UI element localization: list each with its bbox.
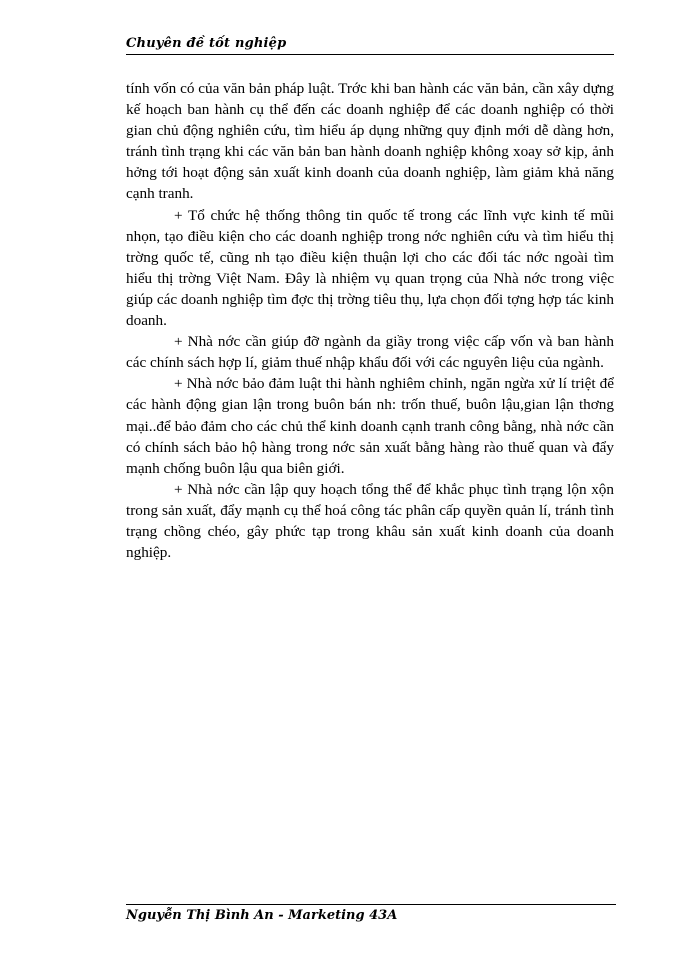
document-body xyxy=(126,78,614,563)
paragraph-item: + Nhà nớc cần lập quy hoạch tổng thể để khắc phục tình trạng lộn xộn trong sản xuất, đẩy mạnh cụ thể hoá công tác phân cấp quyền quản lí, tránh tình trạng chồng chéo, gây phức tạp trong khâu sản xuất kinh doanh của doanh nghiệp. xyxy=(126,480,614,562)
header-title: Chuyên đề tốt nghiệp xyxy=(126,36,287,51)
page-footer xyxy=(126,904,616,928)
header-divider xyxy=(126,54,614,55)
paragraph-continuation: tính vốn có của văn bản pháp luật. Trớc khi ban hành các văn bản, cần xây dựng kế hoạch ban hành cụ thể đến các doanh nghiệp để các doanh nghiệp có thời gian chủ động nghiên cứu, tìm hiểu áp dụng những quy định mới dễ dàng hơn, tránh tình trạng khi các văn bản ban hành doanh nghiệp không xoay sở kịp, ảnh hởng tới hoạt động sản xuất kinh doanh của doanh nghiệp, làm giảm khả năng cạnh tranh. xyxy=(126,80,614,203)
page-header xyxy=(126,36,614,56)
footer-author: Nguyễn Thị Bình An - Marketing 43A xyxy=(126,908,398,923)
paragraph-item: + Nhà nớc bảo đảm luật thi hành nghiêm chỉnh, ngăn ngừa xử lí triệt để các hành động gian lận trong buôn bán nh: trốn thuế, buôn lậu,gian lận thơng mại..để bảo đảm cho các chủ thể kinh doanh cạnh tranh công bằng, nhà nớc cần có chính sách bảo hộ hàng trong nớc sản xuất bằng hàng rào thuế quan và đẩy mạnh chống buôn lậu qua biên giới. xyxy=(126,375,614,477)
paragraph-item: + Nhà nớc cần giúp đỡ ngành da giầy trong việc cấp vốn và ban hành các chính sách hợp lí, giảm thuế nhập khẩu đối với các nguyên liệu của ngành. xyxy=(126,333,614,372)
footer-divider xyxy=(126,904,616,905)
paragraph-item: + Tổ chức hệ thống thông tin quốc tế trong các lĩnh vực kinh tế mũi nhọn, tạo điều kiện cho các doanh nghiệp trong nớc nghiên cứu và tìm hiểu thị trờng quốc tế, cũng nh tạo điều kiện thuận lợi cho các đối tác nớc ngoài tìm hiểu thị trờng Việt Nam. Đây là nhiệm vụ quan trọng của Nhà nớc trong việc giúp các doanh nghiệp tìm đợc thị trờng tiêu thụ, lựa chọn đối tợng hợp tác kinh doanh. xyxy=(126,206,614,330)
